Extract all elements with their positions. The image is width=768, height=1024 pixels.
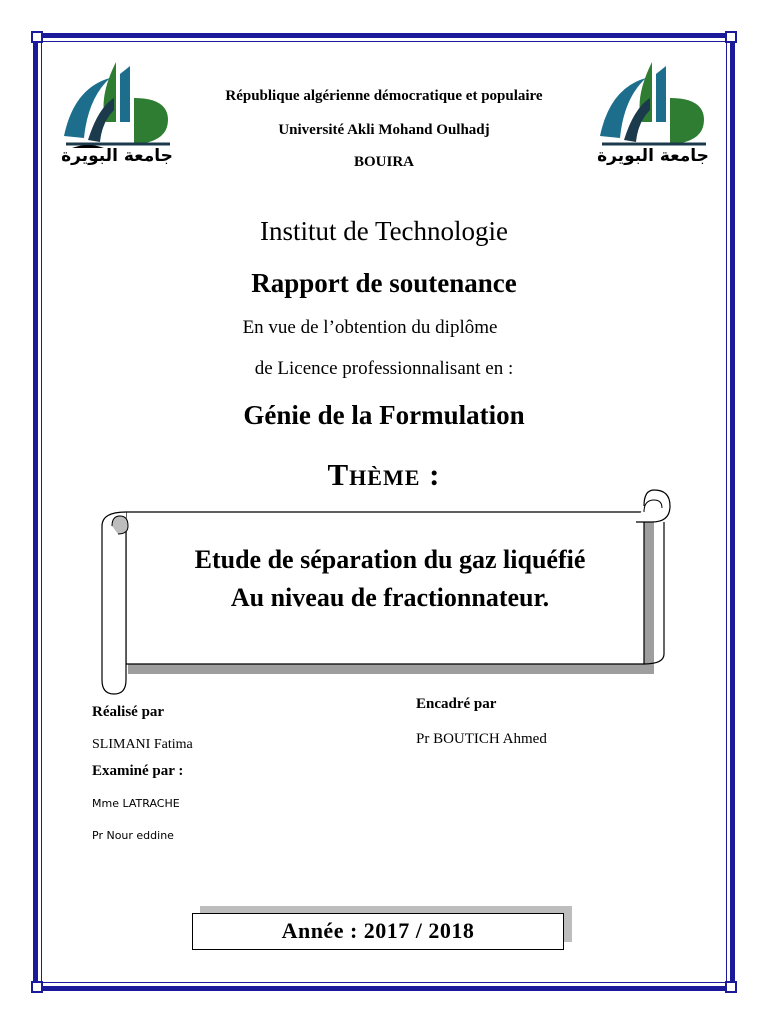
header-university: Université Akli Mohand Oulhadj [278, 122, 490, 138]
header-republic: République algérienne démocratique et populaire [225, 88, 543, 104]
corner-ornament [725, 981, 737, 993]
theme-label: Thème : [327, 457, 441, 492]
diploma-line-2: de Licence professionnalisant en : [254, 358, 514, 379]
realise-name: SLIMANI Fatima [92, 737, 193, 752]
theme-line-2: Au niveau de fractionnateur. [230, 583, 550, 612]
examiner-2: Pr Nour eddine [92, 829, 174, 842]
corner-ornament [31, 31, 43, 43]
year-box: Année : 2017 / 2018 [192, 913, 564, 950]
header-city: BOUIRA [353, 154, 414, 170]
corner-ornament [725, 31, 737, 43]
field-title: Génie de la Formulation [243, 400, 525, 430]
encadre-label: Encadré par [416, 696, 497, 712]
report-title: Rapport de soutenance [251, 268, 517, 298]
corner-ornament [31, 981, 43, 993]
examine-label: Examiné par : [92, 763, 184, 779]
encadre-name: Pr BOUTICH Ahmed [416, 731, 547, 747]
logo-arabic-caption: جامعة البويرة [61, 146, 173, 166]
realise-label: Réalisé par [92, 704, 165, 720]
institute-title: Institut de Technologie [259, 216, 509, 246]
examiner-1: Mme LATRACHE [92, 797, 180, 810]
theme-line-1: Etude de séparation du gaz liquéfié [194, 545, 586, 574]
logo-arabic-caption: جامعة البويرة [597, 146, 709, 166]
diploma-line-1: En vue de l’obtention du diplôme [242, 317, 498, 338]
